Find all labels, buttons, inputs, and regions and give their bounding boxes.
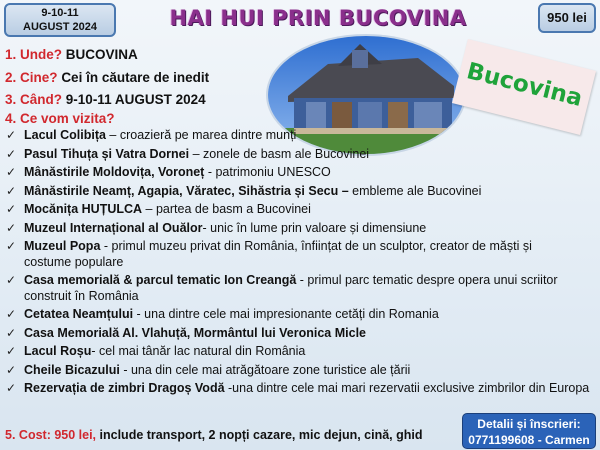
page-title: HAI HUI PRIN BUCOVINA	[169, 6, 467, 30]
date-month-year: AUGUST 2024	[23, 21, 97, 33]
question-row: 1. Unde? BUCOVINA	[5, 47, 138, 62]
question-row: 2. Cine? Cei în căutare de inedit	[5, 70, 210, 85]
question-row: 4. Ce vom vizita?	[5, 111, 115, 126]
list-item: ✓ Muzeul Popa - primul muzeu privat din România, înființat de un sculptor, creator de măști și costume populare	[6, 239, 532, 269]
list-item: ✓ Rezervația de zimbri Dragoș Vodă -una dintre cele mai mari rezervatii exclusive zimbrilor din Europa	[6, 381, 590, 395]
contact-label: Detalii și înscrieri:	[477, 417, 581, 431]
check-icon: ✓	[6, 165, 17, 179]
attractions-list	[6, 128, 596, 400]
check-icon: ✓	[6, 381, 17, 395]
list-item: ✓ Muzeul Internațional al Ouălor- unic în lume prin valoare și dimensiune	[6, 220, 427, 235]
list-item: ✓ Casa Memorială Al. Vlahuță, Mormântul lui Veronica Micle	[6, 325, 366, 340]
check-icon: ✓	[6, 344, 17, 358]
list-item: ✓ Pasul Tihuța și Vatra Dornei – zonele de basm ale Bucovinei	[6, 146, 370, 161]
list-item: ✓ Lacul Colibița – croazieră pe marea dintre munți	[6, 128, 297, 142]
bucovina-tag: Bucovina	[452, 39, 596, 135]
question-row: 3. Când? 9-10-11 AUGUST 2024	[5, 92, 206, 107]
price-badge: 950 lei	[538, 3, 596, 33]
check-icon: ✓	[6, 273, 17, 287]
check-icon: ✓	[6, 183, 17, 198]
cost-line: 5. Cost: 950 lei, include transport, 2 nopți cazare, mic dejun, cină, ghid	[5, 428, 423, 442]
check-icon: ✓	[6, 307, 17, 321]
check-icon: ✓	[6, 239, 17, 253]
check-icon: ✓	[6, 220, 17, 235]
date-days: 9-10-11	[41, 7, 79, 19]
date-badge	[4, 3, 116, 37]
check-icon: ✓	[6, 362, 17, 377]
check-icon: ✓	[6, 202, 17, 216]
contact-badge[interactable]	[462, 413, 596, 449]
list-item: ✓ Cetatea Neamțului - una dintre cele mai impresionante cetăți din Romania	[6, 307, 439, 321]
list-item: ✓ Cheile Bicazului - una din cele mai atrăgătoare zone turistice ale țării	[6, 362, 411, 377]
list-item: ✓ Casa memorială & parcul tematic Ion Creangă - primul parc tematic despre opera unui scriitor construit în România	[6, 273, 558, 303]
check-icon: ✓	[6, 146, 17, 161]
check-icon: ✓	[6, 128, 17, 142]
check-icon: ✓	[6, 325, 17, 340]
contact-phone: 0771199608 - Carmen	[468, 433, 590, 447]
list-item: ✓ Mânăstirile Moldovița, Voroneț - patrimoniu UNESCO	[6, 165, 331, 179]
list-item: ✓ Mocănița HUȚULCA – partea de basm a Bucovinei	[6, 202, 311, 216]
list-item: ✓ Lacul Roșu- cel mai tânăr lac natural din România	[6, 344, 306, 358]
list-item: ✓ Mânăstirile Neamț, Agapia, Văratec, Sihăstria și Secu – embleme ale Bucovinei	[6, 183, 482, 198]
